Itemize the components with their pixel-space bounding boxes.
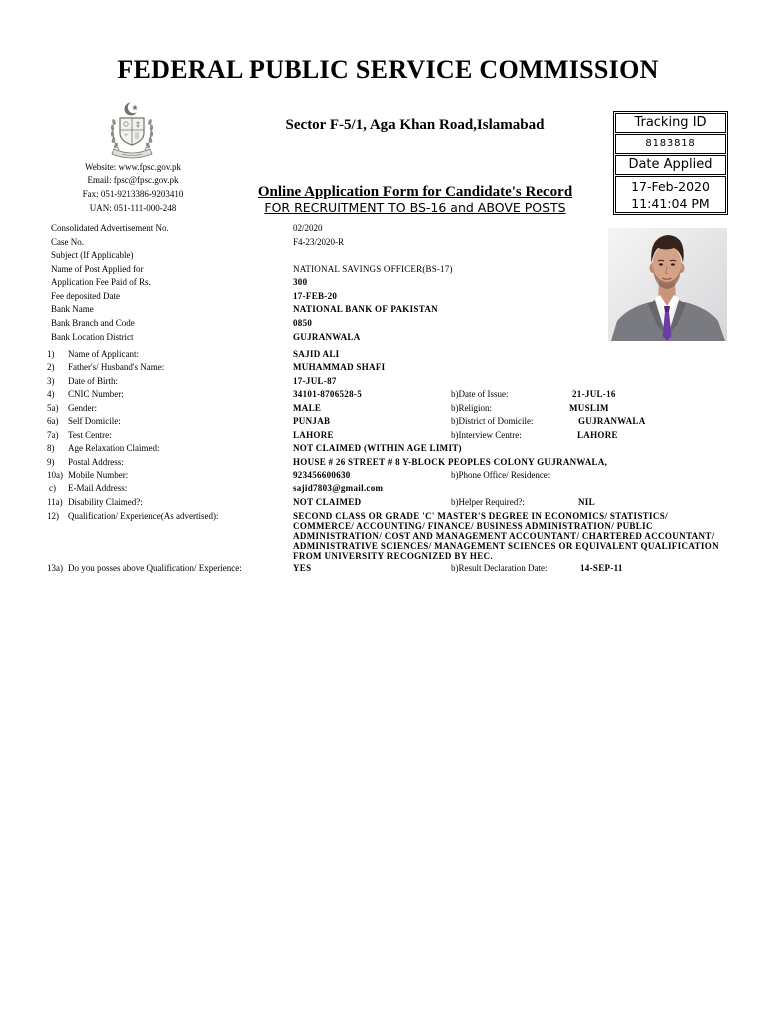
field-value: YES bbox=[293, 563, 312, 573]
field-b-label: b)District of Domicile: bbox=[451, 416, 534, 426]
row-gender bbox=[0, 402, 768, 414]
field-b-label: b)Result Declaration Date: bbox=[451, 563, 548, 573]
qualification-line: ADMINISTRATIVE SCIENCES/ MANAGEMENT SCIENCES OR EQUIVALENT QUALIFICATION bbox=[293, 541, 719, 551]
date-applied-date: 17-Feb-2020 bbox=[631, 179, 710, 194]
row-postal-address bbox=[0, 456, 768, 468]
qualification-line: FROM UNIVERSITY RECOGNIZED BY HEC. bbox=[293, 551, 494, 561]
date-applied-time: 11:41:04 PM bbox=[631, 196, 710, 211]
row-possess-qualification bbox=[0, 562, 768, 574]
field-value: LAHORE bbox=[293, 430, 334, 440]
row-email-address bbox=[0, 482, 768, 494]
field-label: Bank Location District bbox=[51, 332, 134, 342]
field-number: 1) bbox=[47, 349, 55, 359]
field-value: 17-FEB-20 bbox=[293, 291, 338, 301]
field-label: Self Domicile: bbox=[68, 416, 121, 426]
commission-address: Sector F-5/1, Aga Khan Road,Islamabad bbox=[285, 117, 545, 133]
field-value: PUNJAB bbox=[293, 416, 331, 426]
field-b-value: 21-JUL-16 bbox=[572, 389, 616, 399]
field-b-label: b)Helper Required?: bbox=[451, 497, 525, 507]
field-value: NOT CLAIMED bbox=[293, 497, 362, 507]
form-title bbox=[230, 183, 600, 201]
field-label: Name of Post Applied for bbox=[51, 264, 144, 274]
row-qualification bbox=[0, 510, 768, 561]
uan-text: UAN: 051-111-000-248 bbox=[89, 203, 177, 213]
field-b-value: LAHORE bbox=[577, 430, 618, 440]
field-b-value: GUJRANWALA bbox=[578, 416, 646, 426]
field-value: 17-JUL-87 bbox=[293, 376, 337, 386]
field-value: 300 bbox=[293, 277, 308, 287]
field-number: 7a) bbox=[47, 430, 59, 440]
field-label: Gender: bbox=[68, 403, 97, 413]
field-value: GUJRANWALA bbox=[293, 332, 361, 342]
field-value: MALE bbox=[293, 403, 322, 413]
row-post-applied-for bbox=[0, 263, 768, 275]
field-label: Consolidated Advertisement No. bbox=[51, 223, 169, 233]
field-label: Qualification/ Experience(As advertised): bbox=[68, 511, 219, 521]
field-label: Subject (If Applicable) bbox=[51, 250, 134, 260]
field-label: Postal Address: bbox=[68, 457, 124, 467]
field-number: 12) bbox=[47, 511, 59, 521]
field-label: Date of Birth: bbox=[68, 376, 118, 386]
field-label: Age Relaxation Claimed: bbox=[68, 443, 160, 453]
row-name-of-applicant bbox=[0, 348, 768, 360]
field-number: 3) bbox=[47, 376, 55, 386]
field-label: CNIC Number: bbox=[68, 389, 124, 399]
row-fee-deposited-date bbox=[0, 290, 768, 302]
field-value: 02/2020 bbox=[293, 223, 323, 233]
website-text: Website: www.fpsc.gov.pk bbox=[84, 162, 182, 172]
field-value: NATIONAL BANK OF PAKISTAN bbox=[293, 304, 438, 314]
form-subtitle-text: FOR RECRUITMENT TO BS-16 and ABOVE POSTS bbox=[264, 200, 566, 215]
row-subject bbox=[0, 249, 768, 261]
row-bank-name bbox=[0, 303, 768, 315]
field-b-label: b)Date of Issue: bbox=[451, 389, 509, 399]
field-value: MUHAMMAD SHAFI bbox=[293, 362, 386, 372]
field-b-value: NIL bbox=[578, 497, 595, 507]
row-test-centre bbox=[0, 429, 768, 441]
tracking-box bbox=[613, 111, 728, 215]
field-label: Do you posses above Qualification/ Experience: bbox=[68, 563, 242, 573]
field-label: E-Mail Address: bbox=[68, 483, 128, 493]
commission-title: FEDERAL PUBLIC SERVICE COMMISSION bbox=[117, 55, 659, 84]
fax-text: Fax: 051-9213386-9203410 bbox=[82, 189, 184, 199]
field-b-label: b)Phone Office/ Residence: bbox=[451, 470, 551, 480]
field-number: 2) bbox=[47, 362, 55, 372]
date-applied-value bbox=[615, 176, 726, 213]
field-value: NOT CLAIMED (WITHIN AGE LIMIT) bbox=[293, 443, 462, 453]
row-bank-branch-code bbox=[0, 317, 768, 329]
row-bank-location-district bbox=[0, 331, 768, 343]
field-value: SAJID ALI bbox=[293, 349, 340, 359]
qualification-line: SECOND CLASS OR GRADE 'C' MASTER'S DEGREE IN ECONOMICS/ STATISTICS/ bbox=[293, 511, 668, 521]
field-label: Bank Branch and Code bbox=[51, 318, 135, 328]
field-b-value: MUSLIM bbox=[569, 403, 609, 413]
field-label: Disability Claimed?: bbox=[68, 497, 143, 507]
field-b-value: 14-SEP-11 bbox=[580, 563, 623, 573]
field-label: Name of Applicant: bbox=[68, 349, 139, 359]
state-emblem-icon bbox=[102, 100, 162, 162]
field-value: NATIONAL SAVINGS OFFICER(BS-17) bbox=[293, 264, 453, 274]
row-disability-claimed bbox=[0, 496, 768, 508]
qualification-line: ADMINISTRATION/ COST AND MANAGEMENT ACCOUNTANT/ CHARTERED ACCOUNTANT/ bbox=[293, 531, 715, 541]
field-number: 8) bbox=[47, 443, 55, 453]
field-number: 6a) bbox=[47, 416, 59, 426]
row-case-no bbox=[0, 236, 768, 248]
field-label: Application Fee Paid of Rs. bbox=[51, 277, 151, 287]
form-subtitle bbox=[225, 200, 605, 216]
tracking-id-value: 8183818 bbox=[615, 134, 726, 154]
tracking-id-label: Tracking ID bbox=[615, 113, 726, 133]
row-application-fee bbox=[0, 276, 768, 288]
field-number: 4) bbox=[47, 389, 55, 399]
field-value: 923456600630 bbox=[293, 470, 351, 480]
field-value: HOUSE # 26 STREET # 8 Y-BLOCK PEOPLES COLONY GUJRANWALA, bbox=[293, 457, 608, 467]
row-father-name bbox=[0, 361, 768, 373]
field-label: Test Centre: bbox=[68, 430, 112, 440]
row-consolidated-advertisement-no bbox=[0, 222, 768, 234]
row-cnic-number bbox=[0, 388, 768, 400]
qualification-value bbox=[293, 511, 719, 561]
row-date-of-birth bbox=[0, 375, 768, 387]
field-number: 5a) bbox=[47, 403, 59, 413]
field-number: 11a) bbox=[47, 497, 63, 507]
field-label: Case No. bbox=[51, 237, 84, 247]
qualification-line: COMMERCE/ ACCOUNTING/ FINANCE/ BUSINESS ADMINISTRATION/ PUBLIC bbox=[293, 521, 653, 531]
field-value: 34101-8706528-5 bbox=[293, 389, 362, 399]
field-label: Bank Name bbox=[51, 304, 94, 314]
field-number: 9) bbox=[47, 457, 55, 467]
field-b-label: b)Religion: bbox=[451, 403, 492, 413]
field-label: Mobile Number: bbox=[68, 470, 129, 480]
row-mobile-number bbox=[0, 469, 768, 481]
date-applied-label: Date Applied bbox=[615, 155, 726, 175]
field-label: Fee deposited Date bbox=[51, 291, 120, 301]
field-b-label: b)Interview Centre: bbox=[451, 430, 522, 440]
row-self-domicile bbox=[0, 415, 768, 427]
field-number: 13a) bbox=[47, 563, 63, 573]
field-value: sajid7803@gmail.com bbox=[293, 483, 384, 493]
field-number: c) bbox=[49, 483, 56, 493]
form-title-text: Online Application Form for Candidate's Record bbox=[257, 184, 573, 200]
field-number: 10a) bbox=[47, 470, 63, 480]
email-text: Email: fpsc@fpsc.gov.pk bbox=[87, 175, 179, 185]
row-age-relaxation bbox=[0, 442, 768, 454]
field-label: Father's/ Husband's Name: bbox=[68, 362, 165, 372]
field-value: 0850 bbox=[293, 318, 313, 328]
field-value: F4-23/2020-R bbox=[293, 237, 345, 247]
